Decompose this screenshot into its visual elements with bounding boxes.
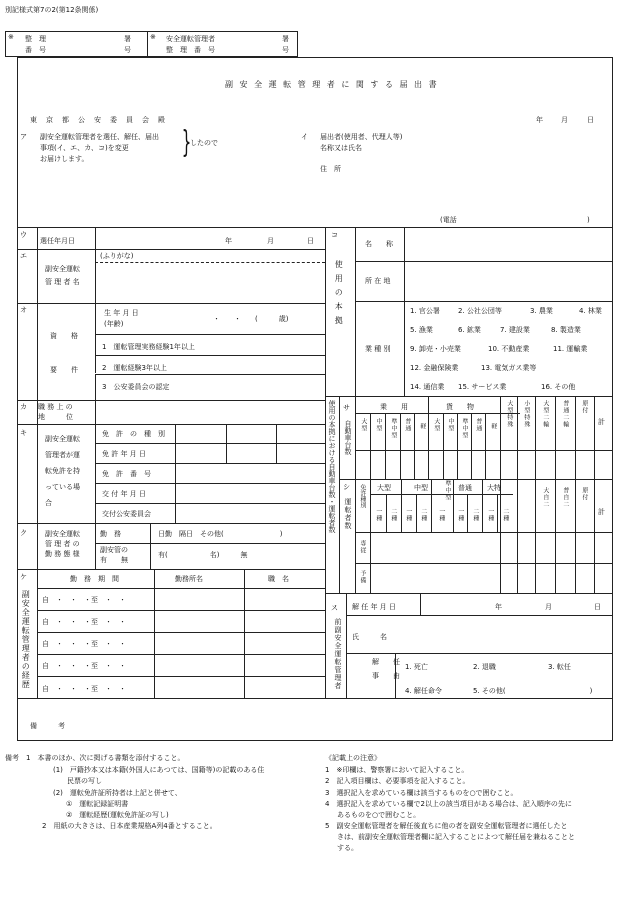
su-tsuki: 月	[545, 603, 552, 611]
industry-option[interactable]: 14. 通信業	[410, 383, 445, 391]
ku-label3: 勤 務 態 様	[45, 550, 80, 558]
yoken-option-3[interactable]: 3 公安委員会の認定	[102, 383, 170, 391]
mark-ku: ク	[20, 529, 27, 537]
kanri-seiri-label: 安全運転管理者	[166, 35, 215, 43]
nishu-label: 二種	[471, 508, 479, 522]
form-number: 別記様式第7の2(第12条関係)	[5, 6, 99, 14]
note-right: あるものを○で囲むこと。	[337, 811, 421, 819]
kainin-jiyu-label2: 事 由	[372, 672, 400, 680]
age-label: (年齢)	[104, 320, 124, 328]
industry-option[interactable]: 6. 鉱業	[458, 326, 481, 334]
menkyo-shubetsu-label: 免 許 の 種 別	[102, 430, 165, 438]
shokumu-label2: 地 位	[38, 413, 73, 421]
kinmu-label: 勤 務	[100, 530, 121, 538]
su-hi: 日	[594, 603, 601, 611]
shokumu-label1: 職 務 上 の	[38, 403, 73, 411]
kanri-name-label2: 管 理 者 名	[45, 278, 80, 286]
go-label: 号	[124, 46, 131, 54]
industry-option[interactable]: 16. その他	[541, 383, 576, 391]
shi-total: 計	[598, 508, 605, 516]
daisu-outer-label: 使用の本拠における自動車台数・運転者数	[328, 400, 337, 533]
mark-ke: ケ	[20, 573, 27, 581]
jidosha-daisu-label: 自動車台数	[344, 420, 353, 455]
industry-option[interactable]: 12. 金融保険業	[410, 364, 459, 372]
col-gentsuki: 原付	[580, 400, 588, 414]
col-kei: 軽	[489, 423, 497, 430]
ki-label2: 管理者が運	[45, 451, 80, 459]
u-tsuki: 月	[267, 237, 274, 245]
keireki-label: 副安全運転管理者の経歴	[21, 590, 31, 689]
note-right: 5 副安全運転管理者を解任後直ちに他の者を副安全運転管理者に選任したと	[325, 822, 568, 830]
note-right: 3 選択記入を求めている欄は該当するものを○で囲むこと。	[325, 789, 518, 797]
mark-2: ※	[150, 33, 156, 41]
kainin-jiyu-label1: 解 任	[372, 658, 400, 666]
bango-label: 番 号	[25, 46, 46, 54]
col-futsu: 普通	[474, 418, 482, 432]
shikaku-label: 資 格	[50, 332, 78, 340]
zen-fuku-label: 前副安全運転管理者	[334, 618, 343, 690]
yoken-option-1[interactable]: 1 運転管理実務経験1年以上	[102, 343, 195, 351]
date-tsuki: 月	[561, 116, 568, 124]
nishu-label: 二種	[419, 508, 427, 522]
fuku-options[interactable]: 有( 名) 無	[158, 551, 248, 559]
ku-label1: 副安全運転	[45, 530, 80, 538]
fuku-label2: 有 無	[100, 556, 128, 564]
meisho-label: 名 称	[365, 240, 393, 248]
yobi-label: 予備	[358, 570, 366, 584]
mark-sa: サ	[343, 404, 350, 412]
mark-1: ※	[8, 33, 14, 41]
note-right: する。	[337, 844, 358, 852]
shi-chugata: 中型	[414, 484, 428, 492]
shozaichi-label: 所 在 地	[365, 277, 391, 285]
biko-label: 備 考	[30, 722, 65, 730]
keireki-row: 自 ・ ・ ・至 ・ ・	[42, 685, 126, 693]
note-left: 備考 1 本書のほか、次に掲げる書類を添付すること。	[5, 754, 185, 762]
ishu-label: 一種	[437, 508, 445, 522]
intro-line1: 副安全運転管理者を選任、解任、届出	[40, 133, 159, 141]
kinmu-name-header: 勤務所名	[175, 575, 203, 583]
yoken-option-2[interactable]: 2 運転経験3年以上	[102, 364, 167, 372]
mark-su: ス	[331, 604, 338, 612]
brace-icon: }	[181, 125, 192, 160]
col-ogata-tokushu: 大型特殊	[505, 400, 513, 428]
industry-option[interactable]: 11. 運輸業	[553, 345, 588, 353]
ishu-label: 一種	[404, 508, 412, 522]
keireki-row: 自 ・ ・ ・至 ・ ・	[42, 618, 126, 626]
kainin-date-label: 解 任 年 月 日	[352, 603, 396, 611]
joyo-header: 乗 用	[380, 403, 408, 411]
ki-label3: 転免許を持	[45, 467, 80, 475]
furigana-label: (ふりがな)	[100, 252, 134, 260]
col-chugata: 中型	[374, 418, 382, 432]
shi-ogata: 大型	[377, 484, 391, 492]
futsuji-label: 普自二	[561, 487, 569, 508]
kainin-reason-option[interactable]: 2. 退職	[473, 663, 496, 671]
col-ogata-nirin: 大型二輪	[541, 400, 549, 428]
ku-label2: 管 理 者 の	[45, 540, 80, 548]
mark-o: オ	[20, 306, 27, 314]
go2-label: 号	[282, 46, 289, 54]
birth-label: 生 年 月 日	[104, 309, 139, 317]
col-kei: 軽	[418, 423, 426, 430]
col-ogata: 大型	[432, 418, 440, 432]
date-nen: 年	[536, 116, 543, 124]
shi-futsu: 普通	[458, 484, 472, 492]
shokumei-header: 職 名	[268, 575, 289, 583]
su-nen: 年	[495, 603, 502, 611]
shitanode-label: したので	[190, 139, 218, 147]
industry-option[interactable]: 7. 建設業	[500, 326, 530, 334]
col-futsu-nirin: 普通二輪	[561, 400, 569, 428]
honkyo-label: 使用の本拠	[334, 260, 344, 330]
mark-u: ウ	[20, 231, 27, 239]
u-nen: 年	[225, 237, 232, 245]
intro-line3: お届けします。	[40, 155, 89, 163]
ishu-label: 一種	[456, 508, 464, 522]
mark-ki: キ	[20, 429, 27, 437]
ki-label1: 副安全運転	[45, 435, 80, 443]
mark-a: ア	[20, 133, 27, 141]
seiri-label: 整 理	[25, 35, 46, 43]
note-right-title: 《記載上の注意》	[325, 754, 381, 762]
keireki-row: 自 ・ ・ ・至 ・ ・	[42, 596, 126, 604]
ki-label5: 合	[45, 499, 52, 507]
shimei-label: 氏 名	[352, 633, 387, 641]
fuku-label1: 副安管の	[100, 546, 128, 554]
note-left: ② 運転経歴(運転免許証の写し)	[66, 811, 169, 819]
menkyo-shubetsu-col: 免許種別	[358, 484, 366, 508]
sho2-label: 署	[282, 35, 289, 43]
nishu-label: 二種	[501, 508, 509, 522]
industry-option[interactable]: 1. 官公署	[410, 307, 440, 315]
industry-option[interactable]: 3. 農業	[530, 307, 553, 315]
note-left: 2 用紙の大きさは、日本産業規格A列4番とすること。	[42, 822, 217, 830]
col-junchugata: 準中型	[460, 418, 468, 439]
mark-ko: コ	[331, 231, 338, 239]
industry-option[interactable]: 9. 卸売・小売業	[410, 345, 461, 353]
keireki-row: 自 ・ ・ ・至 ・ ・	[42, 640, 126, 648]
kinmu-options[interactable]: 日勤 隔日 その他( )	[158, 530, 283, 538]
shi-junchugata: 準中型	[443, 480, 451, 501]
industry-option[interactable]: 8. 製造業	[551, 326, 581, 334]
form-title: 副 安 全 運 転 管 理 者 に 関 す る 届 出 書	[225, 80, 439, 89]
mark-ka: カ	[20, 403, 27, 411]
senju-label: 専従	[358, 540, 366, 554]
shi-daitoku: 大特	[487, 484, 501, 492]
col-total: 計	[598, 418, 605, 426]
industry-option[interactable]: 5. 漁業	[410, 326, 433, 334]
gyoshu-label: 業 種 別	[365, 345, 391, 353]
mark-shi: シ	[343, 483, 350, 491]
industry-option[interactable]: 10. 不動産業	[488, 345, 530, 353]
notifier-label2: 名称又は氏名	[320, 144, 362, 152]
industry-option[interactable]: 4. 林業	[579, 307, 602, 315]
date-hi: 日	[587, 116, 594, 124]
daiji-label: 大自二	[541, 487, 549, 508]
col-kogata-tokushu: 小型特殊	[522, 400, 530, 428]
kamotsu-header: 貨 物	[446, 403, 474, 411]
col-ogata: 大型	[359, 418, 367, 432]
note-left: 民票の写し	[67, 777, 102, 785]
note-right: 4 選択記入を求めている欄で2以上の該当項目がある場合は、記入順序の先に	[325, 800, 572, 808]
mark-e: エ	[20, 252, 27, 260]
menkyo-date-label: 免 許 年 月 日	[102, 450, 146, 458]
note-left: ① 運転記録証明書	[66, 800, 129, 808]
form-body	[17, 57, 613, 741]
kainin-reason-option[interactable]: 5. その他( )	[473, 687, 593, 695]
industry-option[interactable]: 13. 電気ガス業等	[481, 364, 537, 372]
kainin-reason-option[interactable]: 3. 転任	[548, 663, 571, 671]
jusho-label: 住 所	[320, 165, 341, 173]
denwa-label: (電話	[440, 216, 457, 224]
kofu-iinkai-label: 交付公安委員会	[102, 510, 151, 518]
denwa-close: )	[587, 216, 590, 224]
nishu-label: 二種	[389, 508, 397, 522]
note-right: 2 記入項目欄は、必要事項を記入すること。	[325, 777, 470, 785]
menkyo-number-label: 免 許 番 号	[102, 470, 151, 478]
untensha-su-label: 運転者数	[344, 498, 353, 530]
kanri-bango-label: 整 理 番 号	[166, 46, 215, 54]
mark-i: イ	[301, 133, 308, 141]
sho-label: 署	[124, 35, 131, 43]
gentsuki-label: 原付	[580, 487, 588, 501]
ishu-label: 一種	[486, 508, 494, 522]
ishu-label: 一種	[374, 508, 382, 522]
birth-value: ・ ・ ( 歳)	[213, 315, 289, 323]
kinmu-kikan-header: 勤 務 期 間	[70, 575, 119, 583]
u-hi: 日	[307, 237, 314, 245]
senin-date-label: 選任年月日	[40, 237, 75, 245]
col-junchugata: 準中型	[389, 418, 397, 439]
kanri-name-label1: 副安全運転	[45, 265, 80, 273]
col-futsu: 普通	[403, 418, 411, 432]
notifier-label1: 届出者(使用者、代理人等)	[320, 133, 403, 141]
col-chugata: 中型	[446, 418, 454, 432]
intro-line2: 事項(イ、エ、カ、コ)を変更	[40, 144, 129, 152]
note-right: 1 ※印欄は、警察署において記入すること。	[325, 766, 469, 774]
keireki-row: 自 ・ ・ ・至 ・ ・	[42, 662, 126, 670]
industry-option[interactable]: 2. 公社公団等	[458, 307, 502, 315]
yoken-label: 要 件	[50, 366, 78, 374]
kainin-reason-option[interactable]: 1. 死亡	[405, 663, 428, 671]
note-left: (1) 戸籍抄本又は本籍(外国人にあつては、国籍等)の記載のある住	[53, 766, 265, 774]
note-right: きは、前副安全運転管理者欄に記入することによつて解任届を兼ねることと	[337, 833, 575, 841]
kofu-date-label: 交 付 年 月 日	[102, 490, 146, 498]
kainin-reason-option[interactable]: 4. 解任命令	[405, 687, 442, 695]
addressee: 東 京 都 公 安 委 員 会 殿	[30, 116, 166, 124]
industry-option[interactable]: 15. サービス業	[458, 383, 507, 391]
note-left: (2) 運転免許証所持者は上記と併せて、	[53, 789, 182, 797]
ki-label4: っている場	[45, 483, 80, 491]
